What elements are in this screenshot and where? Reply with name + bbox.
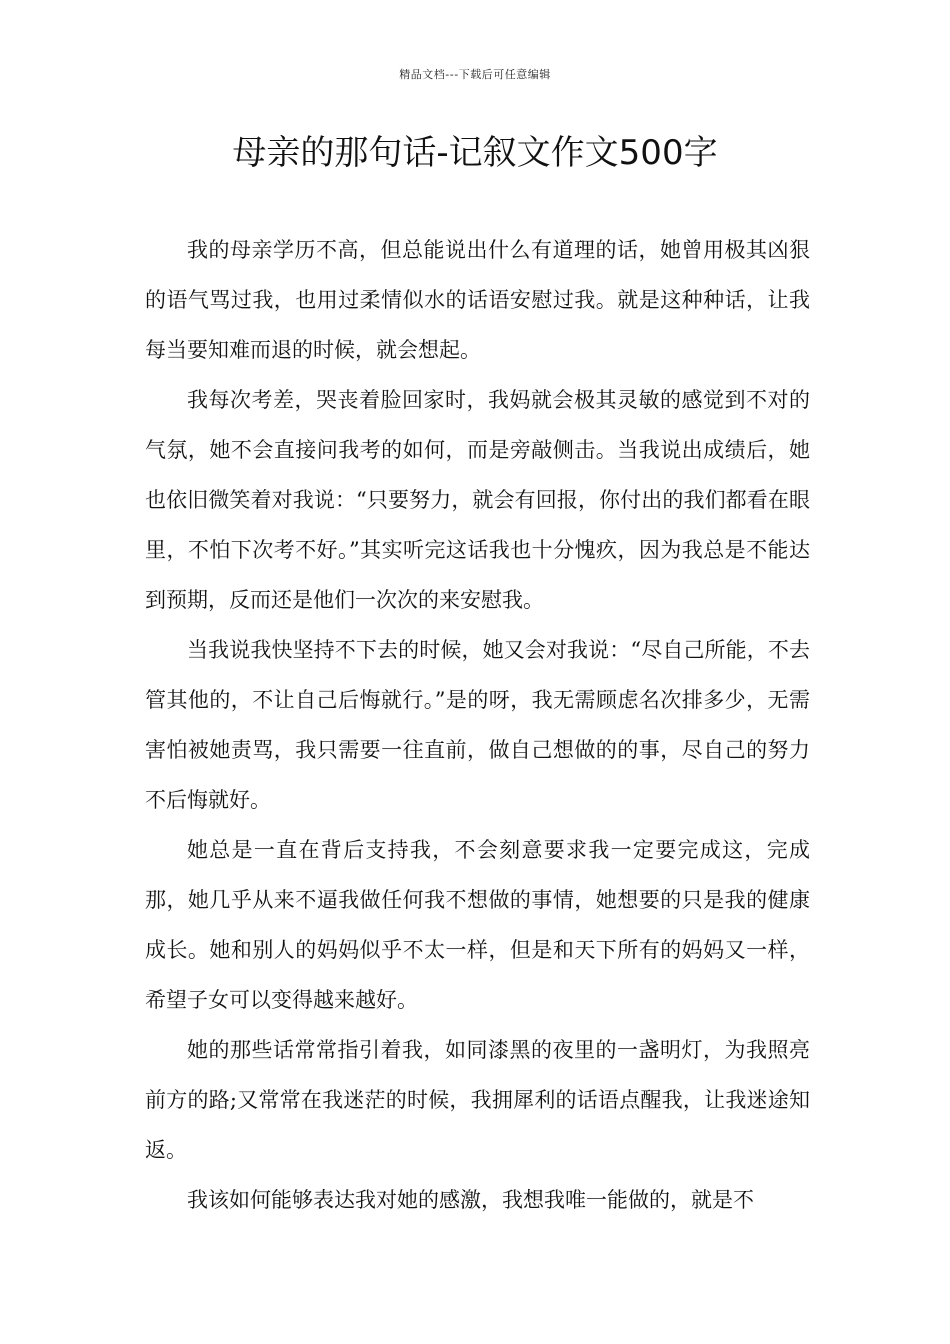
- paragraph-4: 她总是一直在背后支持我，不会刻意要求我一定要完成这，完成那，她几乎从来不逼我做任何我不想做的事情，她想要的只是我的健康成长。她和别人的妈妈似乎不太一样，但是和天下所有的妈妈又一样，希望子女可以变得越来越好。: [145, 838, 810, 1012]
- paragraph-3: 当我说我快坚持不下去的时候，她又会对我说：“尽自己所能，不去管其他的，不让自己后悔就行。”是的呀，我无需顾虑名次排多少，无需害怕被她责骂，我只需要一往直前，做自己想做的的事，尽自己的努力不后悔就好。: [145, 638, 810, 812]
- paragraph-2: 我每次考差，哭丧着脸回家时，我妈就会极其灵敏的感觉到不对的气氛，她不会直接问我考的如何，而是旁敲侧击。当我说出成绩后，她也依旧微笑着对我说：“只要努力，就会有回报，你付出的我们都看在眼里，不怕下次考不好。”其实听完这话我也十分愧疚，因为我总是不能达到预期，反而还是他们一次次的来安慰我。: [145, 388, 810, 612]
- page-header: 精品文档---下载后可任意编辑: [399, 68, 551, 81]
- paragraph-1: 我的母亲学历不高，但总能说出什么有道理的话，她曾用极其凶狠的语气骂过我，也用过柔情似水的话语安慰过我。就是这种种话，让我每当要知难而退的时候，就会想起。: [145, 238, 810, 362]
- document-title: 母亲的那句话-记叙文作文500字: [232, 133, 718, 173]
- paragraph-5: 她的那些话常常指引着我，如同漆黑的夜里的一盏明灯，为我照亮前方的路;又常常在我迷茫的时候，我拥犀利的话语点醒我，让我迷途知返。: [145, 1038, 810, 1162]
- paragraph-6: 我该如何能够表达我对她的感激，我想我唯一能做的，就是不: [187, 1188, 754, 1212]
- document-body: [145, 225, 810, 1225]
